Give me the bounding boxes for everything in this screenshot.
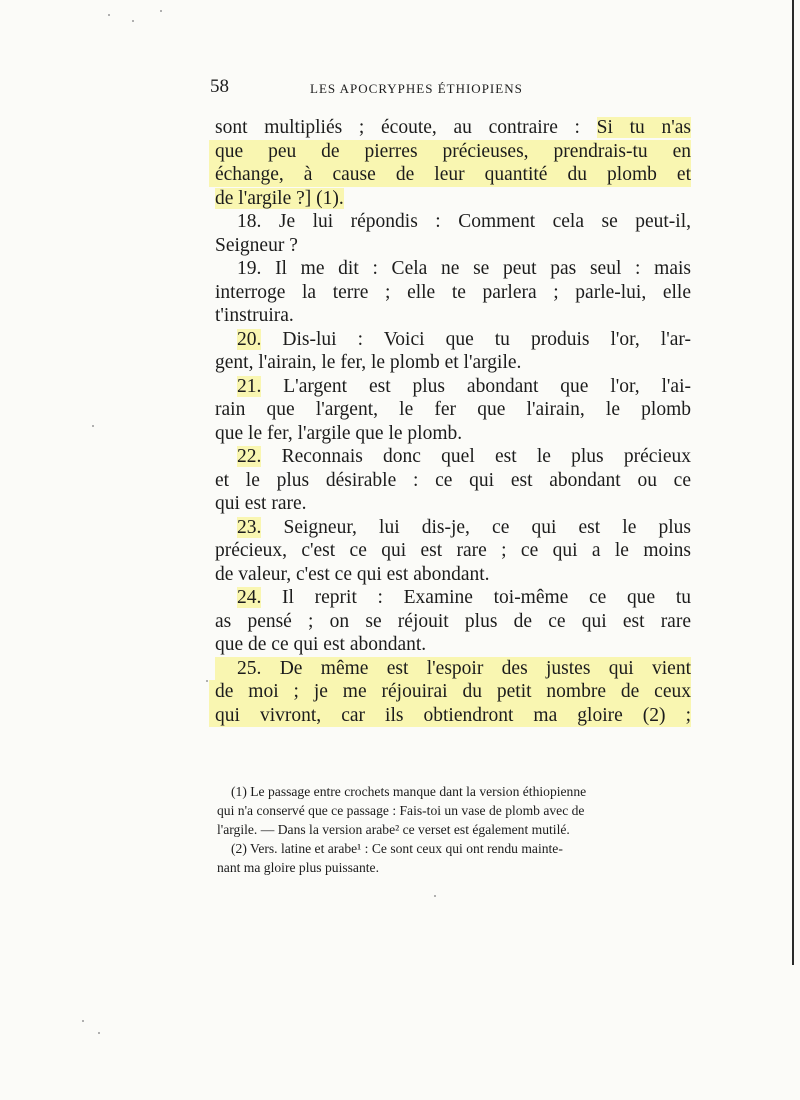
running-title: LES APOCRYPHES ÉTHIOPIENS (310, 81, 523, 96)
verse-number: 21. (237, 375, 262, 397)
text-line (215, 187, 691, 211)
text-line: 23. Seigneur, lui dis-je, ce qui est le plus (237, 516, 691, 538)
footnotes (217, 782, 693, 877)
text-line: que de ce qui est abondant. (215, 634, 427, 655)
text-line: t'instruira. (215, 305, 294, 326)
scan-speck (206, 680, 208, 682)
text-line: 19. Il me dit : Cela ne se peut pas seul : mais (237, 258, 691, 279)
page-header (210, 76, 694, 102)
text-line: 24. Il reprit : Examine toi-même ce que tu (237, 587, 691, 608)
scan-speck (132, 20, 134, 22)
text-line: échange, à cause de leur quantité du plomb et (209, 163, 691, 187)
text-line: 22. Reconnais donc quel est le plus précieux (237, 446, 691, 467)
text-line: que peu de pierres précieuses, prendrais-tu en (209, 140, 691, 164)
footnote-line: qui n'a conservé que ce passage : Fais-toi un vase de plomb avec de (217, 803, 585, 818)
highlight: Si tu n'as (596, 117, 692, 138)
scan-speck (92, 425, 94, 427)
text-line: as pensé ; on se réjouit plus de ce qui est rare (215, 610, 691, 632)
verse-number: 24. (237, 587, 262, 608)
highlight: de l'argile ?] (1). (215, 187, 344, 209)
text-line: 18. Je lui répondis : Comment cela se peut-il, (237, 211, 691, 232)
text-line: de moi ; je me réjouirai du petit nombre de ceux (209, 680, 691, 704)
scan-speck (98, 1032, 100, 1034)
text-line: 25. De même est l'espoir des justes qui vient (215, 657, 691, 681)
scan-speck (108, 14, 110, 16)
page-edge-line (792, 0, 794, 965)
scan-speck (160, 10, 162, 12)
text-line: 20. Dis-lui : Voici que tu produis l'or, l'ar- (237, 328, 691, 350)
footnote-line: l'argile. — Dans la version arabe² ce verset est également mutilé. (217, 822, 570, 837)
scan-speck (82, 1020, 84, 1022)
text-line: interroge la terre ; elle te parlera ; parle-lui, elle (215, 281, 691, 303)
text-line: qui vivront, car ils obtiendront ma gloire (2) ; (209, 704, 691, 728)
text-line: sont multipliés ; écoute, au contraire : Si tu n'as (215, 117, 692, 138)
verse-number: 20. (237, 328, 262, 350)
body-text (215, 116, 691, 727)
text-line: rain que l'argent, le fer que l'airain, le plomb (215, 399, 691, 420)
text-line: 21. L'argent est plus abondant que l'or, l'ai- (237, 375, 691, 397)
text-line: précieux, c'est ce qui est rare ; ce qui a le moins (215, 540, 691, 561)
footnote-line: nant ma gloire plus puissante. (217, 860, 379, 875)
verse-number: 23. (237, 516, 262, 538)
page-number: 58 (210, 76, 229, 97)
text-line: et le plus désirable : ce qui est abondant ou ce (215, 469, 691, 491)
footnote-line: (2) Vers. latine et arabe¹ : Ce sont ceux qui ont rendu mainte- (231, 841, 563, 856)
text-line: de valeur, c'est ce qui est abondant. (215, 563, 490, 585)
text-line: qui est rare. (215, 493, 307, 514)
verse-number: 22. (237, 446, 262, 467)
text-line: que le fer, l'argile que le plomb. (215, 422, 463, 444)
footnote-line: (1) Le passage entre crochets manque dant la version éthiopienne (231, 784, 587, 799)
text-line: gent, l'airain, le fer, le plomb et l'argile. (215, 352, 522, 373)
text-line: Seigneur ? (215, 234, 298, 256)
scan-speck (434, 895, 436, 897)
